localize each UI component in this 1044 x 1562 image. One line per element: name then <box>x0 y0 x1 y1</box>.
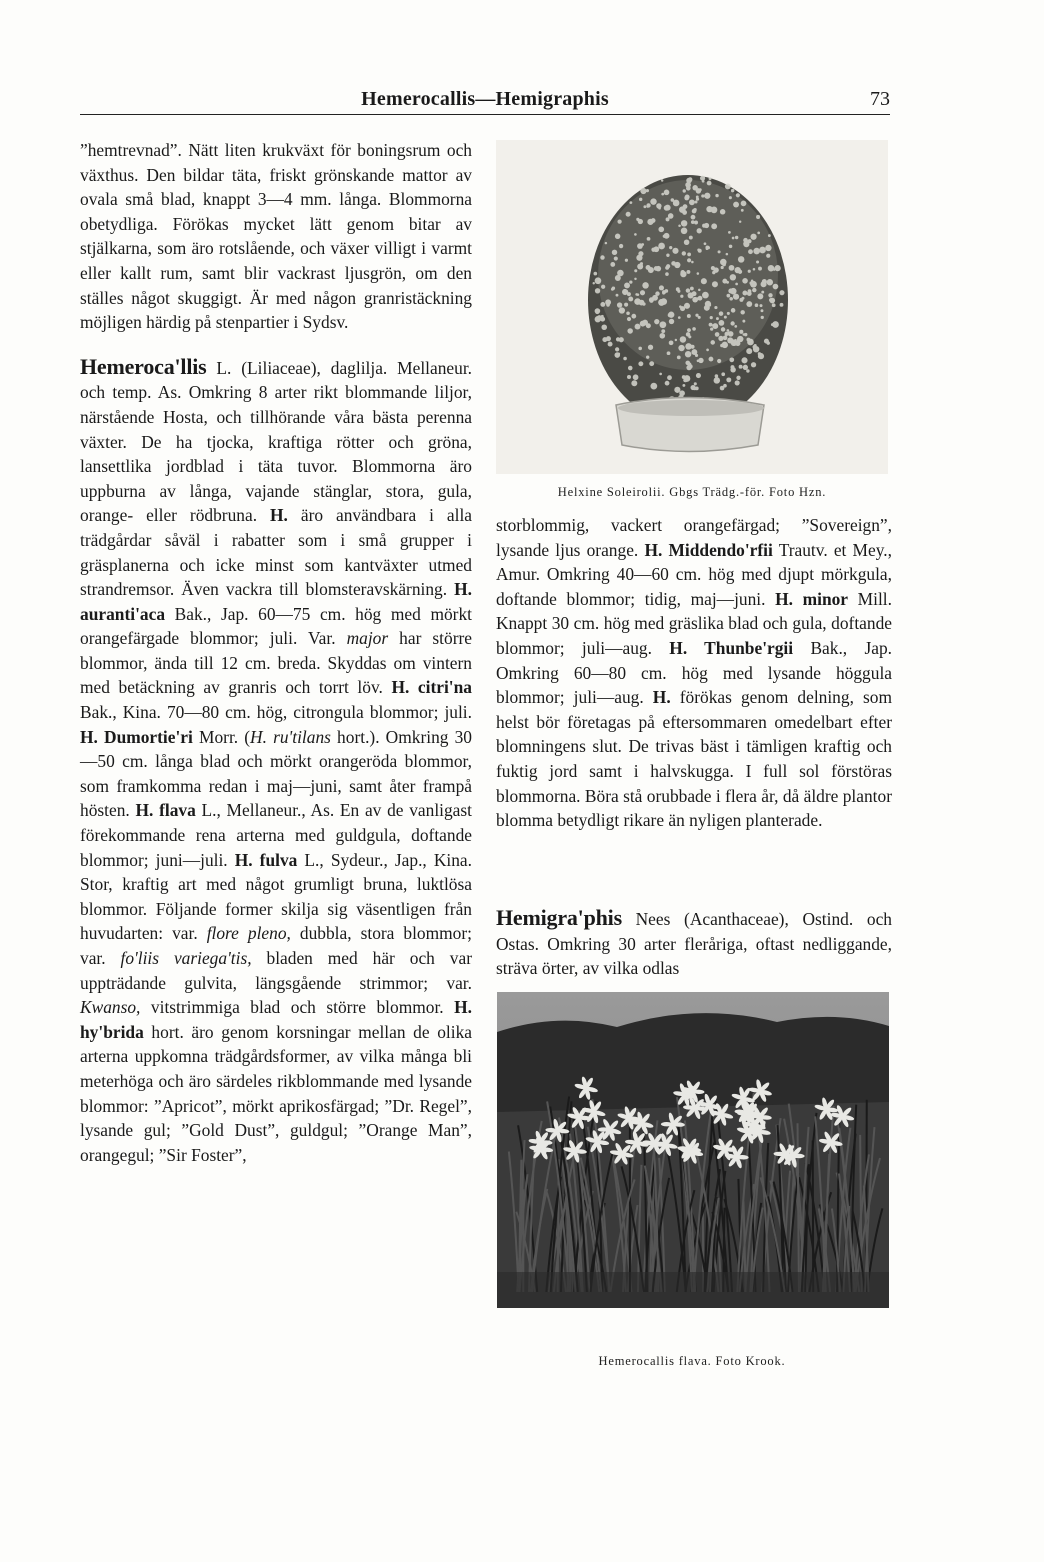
continued-paragraph <box>496 513 892 833</box>
species-name: H. Dumortie'ri <box>80 726 193 747</box>
variety-name: major <box>346 628 389 649</box>
photo-helxine <box>496 140 888 474</box>
photo-hemerocallis-flava <box>497 992 889 1308</box>
right-column-text <box>496 513 892 833</box>
entry-text: Mill. Knappt 30 cm. hög med gräslika blad och gula, doftande blommor; juli—aug. <box>496 588 892 658</box>
entry-text: vitstrimmiga blad och större blommor. <box>140 997 455 1018</box>
species-name: H. <box>652 687 671 708</box>
entry-hemerocallis <box>80 355 472 1168</box>
species-name: H. fulva <box>234 849 298 870</box>
entry-text: Trautv. et Mey., Amur. Omkring 40—60 cm. hög med djupt mörkgula, doftande blommor; tidig, maj—juni. <box>496 539 892 609</box>
variety-name: fo'liis variega'tis, <box>120 948 252 968</box>
species-name: H. hy'brida <box>80 997 472 1042</box>
entry-text: förökas genom delning, som helst bör företagas på eftersommaren omedelbart efter blomningens slut. De trivas bäst i tämligen kraftig och fuktig jord samt i halvskugga. I full sol förstöras blommorna. Böra stå orubbade i flera år, då äldre plantor blomma betydligt rikare än nyligen planterade. <box>496 687 892 831</box>
entry-text: Nees (Acanthaceae), Ostind. och Ostas. Omkring 30 arter fleråriga, oftast nedliggande, sträva örter, av vilka odlas <box>496 909 892 979</box>
entry-text: Bak., Jap. 60—75 cm. hög med mörkt orangefärgade blommor; juli. Var. <box>80 603 472 649</box>
left-column <box>80 138 472 1167</box>
hemerocallis-photo-graphic <box>497 992 889 1308</box>
photo-caption-helxine: Helxine Soleirolii. Gbgs Trädg.-för. Foto Hzn. <box>557 485 827 499</box>
entry-term: Hemigra'phis <box>496 905 622 930</box>
entry-text: Bak., Jap. Omkring 60—80 cm. hög med lysande höggula blommor; juli—aug. <box>496 637 893 708</box>
hemigraphis-paragraph <box>496 906 892 981</box>
entry-text: äro användbara i alla trädgårdar såväl i rabatter som i små grupper i gräsplanerna och icke minst som kantväxter utmed strandremsor. Även vackra till blomsteravskärning. <box>80 505 473 600</box>
helxine-photo-graphic <box>496 140 888 474</box>
entry-hemigraphis <box>496 906 892 981</box>
species-name: H. <box>270 505 288 526</box>
running-head: Hemerocallis—Hemigraphis <box>361 88 609 110</box>
species-name: H. minor <box>775 588 849 609</box>
header-rule <box>80 114 890 115</box>
page-number: 73 <box>870 88 890 110</box>
entry-text: Bak., Kina. 70—80 cm. hög, citrongula blommor; juli. <box>80 702 472 723</box>
species-name: H. Thunbe'rgii <box>669 637 794 658</box>
entry-text: bladen med här och var uppträdande gulvita, längsgående strimmor; var. <box>80 948 472 993</box>
variety-name: H. ru'tilans <box>250 726 331 747</box>
species-name: H. citri'na <box>391 677 472 698</box>
variety-name: flore pleno, <box>206 923 291 944</box>
species-name: H. flava <box>135 800 196 821</box>
continued-paragraph: ”hemtrevnad”. Nätt liten krukväxt för boningsrum och växthus. Den bildar täta, friskt grönskande mattor av ovala små blad, knappt 3—4 mm. långa. Blommorna obetydliga. Förökas mycket lätt genom bitar av stjälkarna, som äro rotslående, och växer villigt i varmt eller kallt rum, samt blir vackrast ljusgrön, om den ställes något skuggigt. Är med någon granristäckning möjligen härdig på stenpartier i Sydsv. <box>80 140 472 333</box>
entry-text: L. (Liliaceae), daglilja. Mellaneur. och temp. As. Omkring 8 arter rikt blommande liljor, närstående Hosta, och tillhörande våra bästa perenna växter. De ha tjocka, kraftiga rötter och gröna, lansettlika jordblad i täta tuvor. Blommorna äro uppburna av långa, vajande stänglar, stora, gula, orange- eller rödbruna. <box>80 357 472 526</box>
entry-text: hort. äro genom korsningar mellan de olika arterna uppkomna trädgårdsformer, av vilka många bli meterhöga och äro särdeles rikblommande med lysande blommor: ”Apricot”, mörkt aprikosfärgad; ”Dr. Regel”, lysande gul; ”Gold Dust”, guldgul; ”Orange Man”, orangegul; ”Sir Foster”, <box>80 1021 472 1165</box>
entry-text: L., Mellaneur., As. En av de vanligast förekommande rena arterna med guldgula, doftande blommor; juni—juli. <box>80 800 472 870</box>
entry-text: har större blommor, ända till 12 cm. breda. Skyddas om vintern med betäckning av granris och torrt löv. <box>80 628 472 698</box>
entry-text: L., Sydeur., Jap., Kina. Stor, kraftig art med något grumligt bruna, luktlösa blommor. Följande former skilja sig väsentligen från huvudarten: var. <box>80 849 472 944</box>
entry-text: dubbla, stora blommor; var. <box>80 923 473 968</box>
page-header <box>80 80 890 116</box>
entry-text: Morr. ( <box>192 726 251 747</box>
species-name: H. Middendo'rfii <box>644 539 773 560</box>
entry-text: storblommig, vackert orangefärgad; ”Sovereign”, lysande ljus orange. <box>496 515 892 560</box>
entry-term: Hemeroca'llis <box>80 353 207 379</box>
photo-caption-hemerocallis: Hemerocallis flava. Foto Krook. <box>598 1354 786 1368</box>
species-name: H. auranti'aca <box>80 579 472 624</box>
entry-text: hort.). Omkring 30—50 cm. långa blad och mörkt orangeröda blommor, som framkomma redan i maj—juni, samt åter frampå hösten. <box>80 726 472 821</box>
variety-name: Kwanso, <box>80 997 141 1018</box>
